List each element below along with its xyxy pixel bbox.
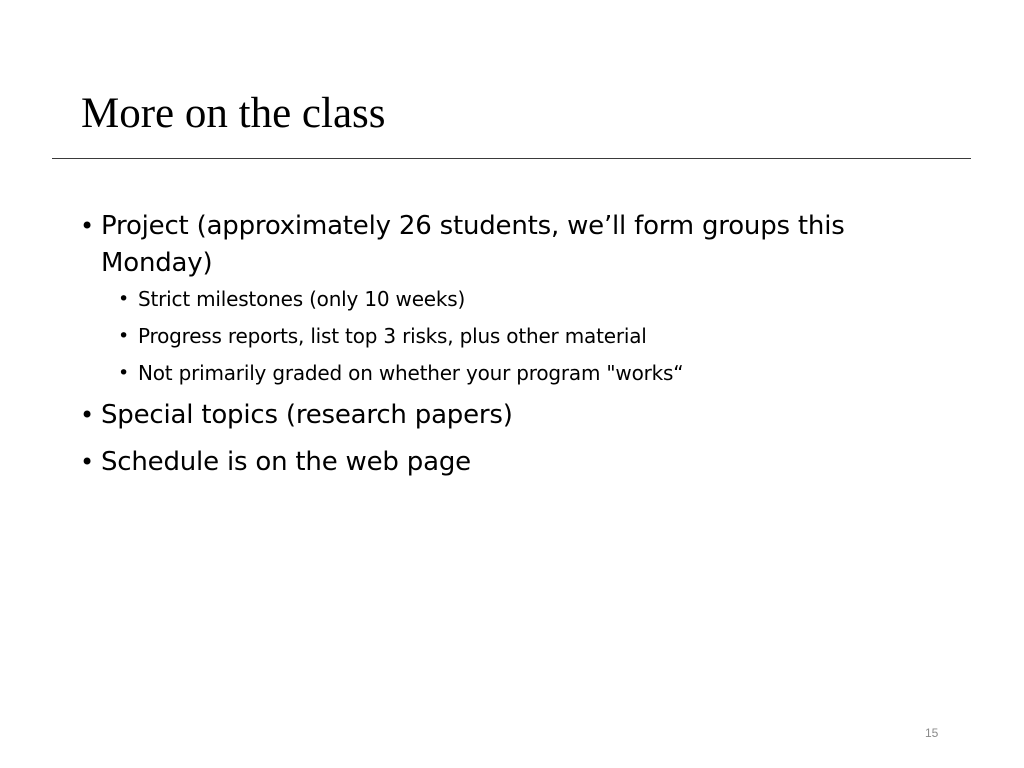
bullet-special-topics xyxy=(80,397,940,434)
bullet-list xyxy=(80,208,940,491)
sub-bullet-milestones: • Strict milestones (only 10 weeks) xyxy=(117,286,940,313)
project-sub-bullets xyxy=(117,286,940,387)
slide-title: More on the class xyxy=(81,90,386,137)
sub-bullet-grading: • Not primarily graded on whether your program "works“ xyxy=(117,360,940,387)
page-number: 15 xyxy=(925,726,939,740)
bullet-schedule-text: • Schedule is on the web page xyxy=(101,447,471,477)
title-divider xyxy=(52,158,971,159)
sub-bullet-progress-reports: • Progress reports, list top 3 risks, plus other material xyxy=(117,323,940,350)
bullet-special-topics-text: • Special topics (research papers) xyxy=(101,400,513,430)
bullet-schedule xyxy=(80,444,940,481)
bullet-project xyxy=(80,208,940,387)
bullet-project-text: • Project (approximately 26 students, we’ll form groups this Monday) xyxy=(101,211,845,278)
